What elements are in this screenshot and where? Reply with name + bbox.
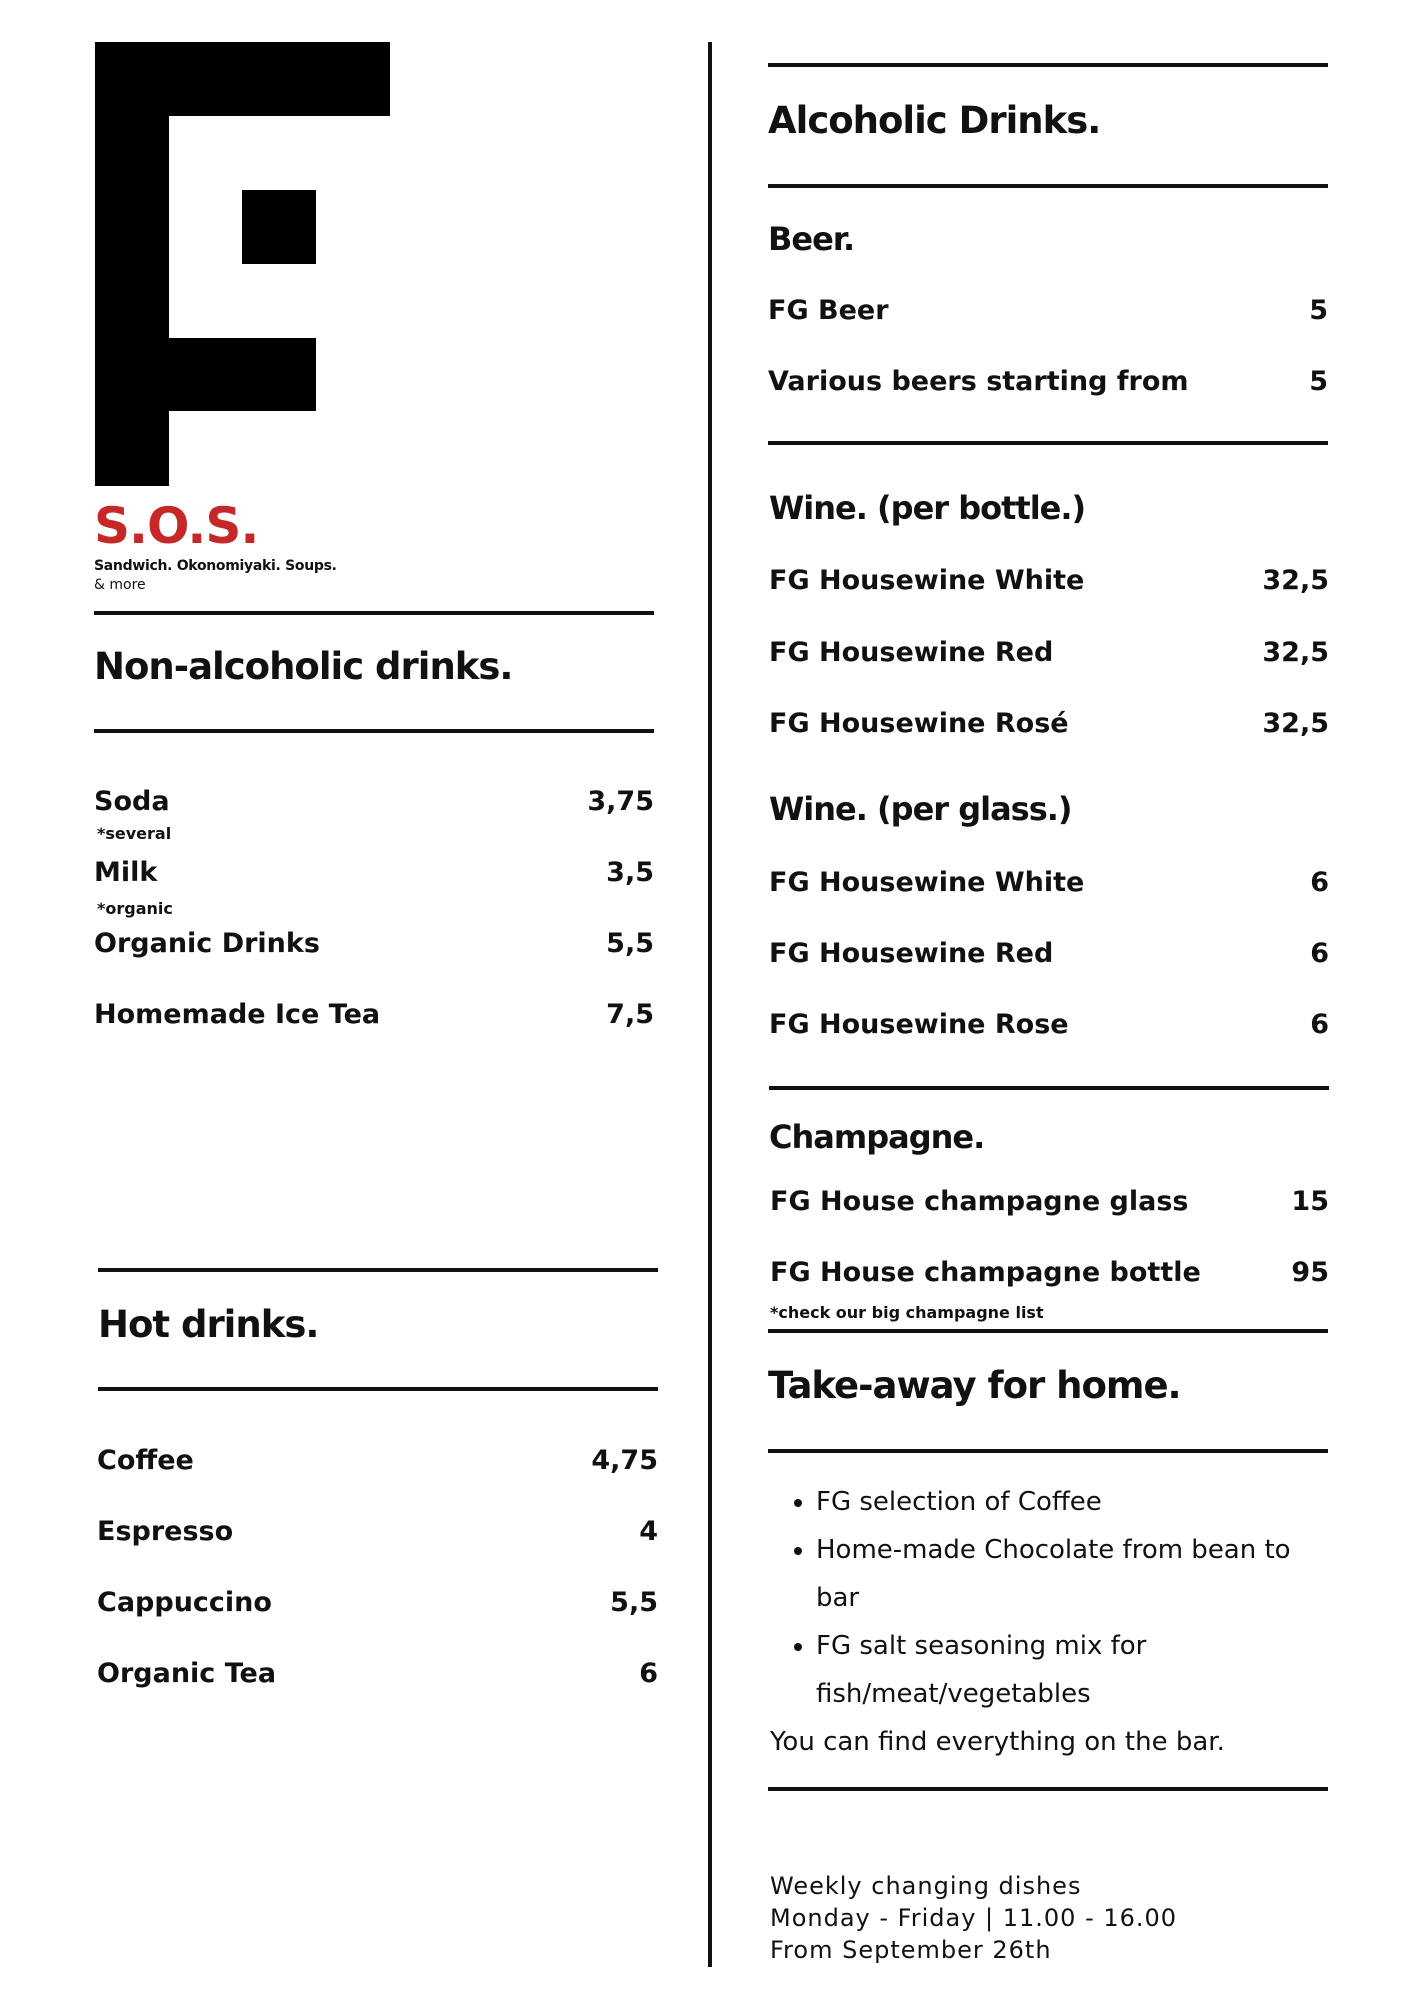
- divider-rule: [768, 184, 1328, 188]
- menu-item-price: 32,5: [1262, 637, 1329, 668]
- divider-rule: [768, 1449, 1328, 1453]
- menu-item-name: FG Housewine White: [769, 867, 1085, 898]
- menu-item-name: FG House champagne bottle: [770, 1257, 1201, 1288]
- logo-f-top-bar: [95, 42, 390, 116]
- beer-title: Beer.: [768, 220, 855, 258]
- weekly-line: From September 26th: [770, 1936, 1052, 1964]
- logo-f-mid-bar: [169, 338, 316, 411]
- menu-item-name: Soda: [94, 786, 170, 817]
- takeaway-item: • Home-made Chocolate from bean to bar: [816, 1526, 1330, 1622]
- menu-item-price: 3,75: [587, 786, 654, 817]
- menu-item-price: 5: [1309, 366, 1328, 397]
- logo-f-square: [242, 190, 316, 264]
- brand-name: S.O.S.: [94, 497, 259, 555]
- champagne-note: *check our big champagne list: [770, 1303, 1044, 1322]
- menu-item-price: 6: [1310, 938, 1329, 969]
- menu-item-price: 4: [639, 1516, 658, 1547]
- divider-rule: [768, 441, 1328, 445]
- wine-glass-title: Wine. (per glass.): [769, 790, 1072, 828]
- non-alcoholic-title: Non-alcoholic drinks.: [94, 645, 513, 688]
- divider-rule: [94, 611, 654, 615]
- divider-rule: [768, 1787, 1328, 1791]
- menu-item-name: Coffee: [97, 1445, 194, 1476]
- menu-item-price: 15: [1291, 1186, 1329, 1217]
- takeaway-footer: You can find everything on the bar.: [770, 1727, 1225, 1757]
- menu-item-name: Espresso: [97, 1516, 234, 1547]
- menu-item-name: Cappuccino: [97, 1587, 272, 1618]
- menu-item-price: 6: [639, 1658, 658, 1689]
- takeaway-item: • FG salt seasoning mix for fish/meat/vegetables: [816, 1622, 1330, 1718]
- menu-item-price: 3,5: [606, 857, 654, 888]
- menu-item-name: Organic Drinks: [94, 928, 320, 959]
- menu-item-price: 5: [1309, 295, 1328, 326]
- menu-item-name: Organic Tea: [97, 1658, 277, 1689]
- logo-f-stem: [95, 116, 169, 486]
- divider-rule: [768, 1329, 1328, 1333]
- alcoholic-title: Alcoholic Drinks.: [768, 99, 1101, 142]
- menu-item-price: 32,5: [1262, 565, 1329, 596]
- wine-bottle-title: Wine. (per bottle.): [769, 489, 1086, 527]
- menu-item-name: FG Housewine Rosé: [769, 708, 1069, 739]
- column-divider: [708, 42, 712, 1967]
- menu-item-name: Milk: [94, 857, 158, 888]
- takeaway-item: • FG selection of Coffee: [816, 1478, 1330, 1526]
- menu-item-name: Homemade Ice Tea: [94, 999, 381, 1030]
- divider-rule: [768, 63, 1328, 67]
- takeaway-title: Take-away for home.: [768, 1364, 1181, 1407]
- brand-tagline-sub: & more: [94, 577, 146, 593]
- takeaway-list: [770, 1478, 1330, 1766]
- menu-item-price: 5,5: [610, 1587, 658, 1618]
- menu-item-name: Various beers starting from: [768, 366, 1189, 397]
- menu-item-price: 32,5: [1262, 708, 1329, 739]
- menu-item-price: 6: [1310, 867, 1329, 898]
- menu-item-name: FG Housewine White: [769, 565, 1085, 596]
- divider-rule: [769, 1086, 1329, 1090]
- champagne-title: Champagne.: [769, 1118, 985, 1156]
- menu-item-price: 95: [1291, 1257, 1329, 1288]
- divider-rule: [98, 1387, 658, 1391]
- menu-item-note: *several: [97, 824, 172, 843]
- menu-item-name: FG Housewine Red: [769, 637, 1054, 668]
- hot-drinks-title: Hot drinks.: [98, 1303, 319, 1346]
- divider-rule: [98, 1268, 658, 1272]
- divider-rule: [94, 729, 654, 733]
- menu-item-price: 6: [1310, 1009, 1329, 1040]
- menu-item-name: FG Housewine Red: [769, 938, 1054, 969]
- menu-item-price: 7,5: [606, 999, 654, 1030]
- menu-item-price: 5,5: [606, 928, 654, 959]
- menu-item-price: 4,75: [591, 1445, 658, 1476]
- brand-tagline: Sandwich. Okonomiyaki. Soups.: [94, 558, 337, 574]
- menu-item-name: FG House champagne glass: [770, 1186, 1189, 1217]
- menu-item-name: FG Beer: [768, 295, 889, 326]
- weekly-info: [770, 1870, 1177, 1966]
- weekly-line: Monday - Friday | 11.00 - 16.00: [770, 1904, 1178, 1932]
- menu-item-note: *organic: [97, 899, 173, 918]
- menu-item-name: FG Housewine Rose: [769, 1009, 1069, 1040]
- weekly-line: Weekly changing dishes: [770, 1872, 1082, 1900]
